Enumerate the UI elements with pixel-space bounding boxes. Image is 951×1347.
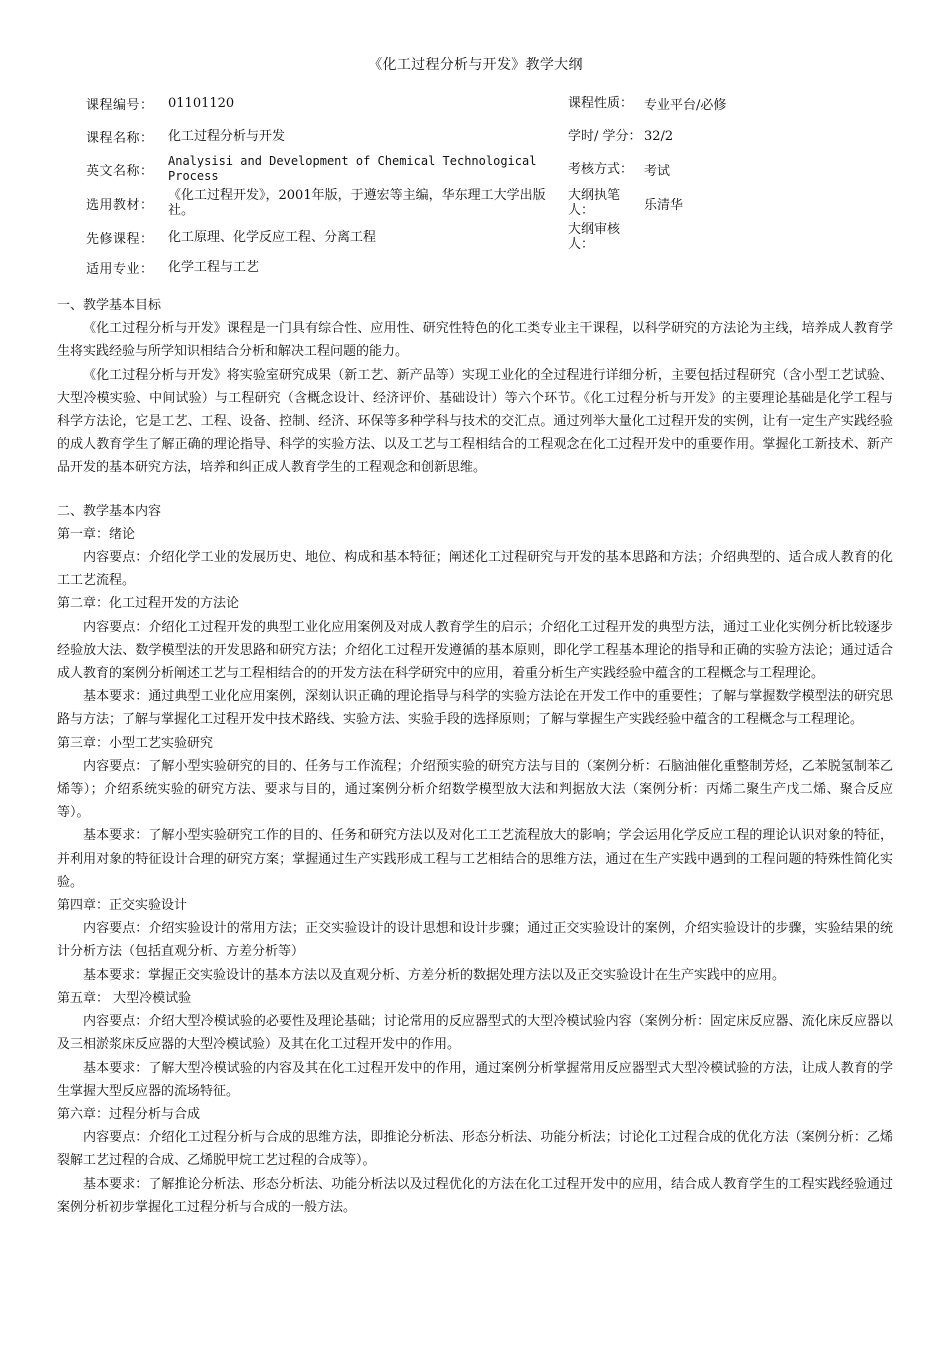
- course-nature-label: 课程性质：: [568, 95, 634, 111]
- info-row: [86, 220, 844, 254]
- major-label: 适用专业：: [86, 261, 154, 277]
- prereq-value: 化工原理、化学反应工程、分离工程: [168, 229, 377, 245]
- textbook-value: 《化工过程开发》，2001年版，于遵宏等主编，华东理工大学出版社。: [168, 188, 546, 218]
- author-value: 乐清华: [644, 197, 684, 213]
- course-nature-value: 专业平台/必修: [644, 97, 727, 113]
- english-name-value: Analysisi and Development of Chemical Technological Process: [168, 154, 537, 183]
- chapter-title: 第五章： 大型冷模试验: [57, 990, 192, 1006]
- info-row: [86, 86, 844, 120]
- chapter-content: 内容要点：介绍化工过程分析与合成的思维方法，即推论分析法、形态分析法、功能分析法；讨论化工过程合成的优化方法（案例分析：乙烯裂解工艺过程的合成、乙烯脱甲烷工艺过程的合成等）。: [57, 1130, 893, 1169]
- chapter-title: 第一章：绪论: [57, 526, 136, 542]
- course-name-value: 化工过程分析与开发: [168, 128, 286, 144]
- chapter-content: 内容要点：介绍化工过程开发的典型工业化应用案例及对成人教育学生的启示；介绍化工过程开发的典型方法，通过工业化实例分析比较逐步经验放大法、数学模型法的开发思路和研究方法；介绍化工过程开发遵循的基本原则，即化学工程基本理论的指导和正确的实验方法论；通过适合成人教育的案例分析阐述工艺与工程相结合的的开发方法在科学研究中的应用，着重分析生产实践经验中蕴含的工程概念与工程理论。: [57, 619, 893, 682]
- info-row: [86, 186, 844, 220]
- info-row: [86, 152, 844, 186]
- exam-value: 考试: [644, 163, 671, 179]
- paragraph: 《化工过程分析与开发》将实验室研究成果（新工艺、新产品等）实现工业化的全过程进行详细分析，主要包括过程研究（含小型工艺试验、大型冷模实验、中间试验）与工程研究（含概念设计、经济评价、基础设计）等六个环节。《化工过程分析与开发》的主要理论基础是化学工程与科学方法论，它是工艺、工程、设备、控制、经济、环保等多种学科与技术的交汇点。通过列举大量化工过程开发的实例，让有一定生产实践经验的成人教育学生了解正确的理论指导、科学的实验方法、以及工艺与工程相结合的工程观念在化工过程开发中的重要作用。掌握化工新技术、新产品开发的基本研究方法，培养和纠正成人教育学生的工程观念和创新思维。: [57, 367, 893, 476]
- textbook-label: 选用教材：: [86, 197, 154, 213]
- hours-label: 学时/ 学分：: [568, 128, 642, 144]
- document-title: 《化工过程分析与开发》教学大纲: [368, 57, 583, 73]
- chapter-title: 第六章：过程分析与合成: [57, 1106, 201, 1122]
- chapter-content: 内容要点：介绍实验设计的常用方法；正交实验设计的设计思想和设计步骤；通过正交实验设计的案例，介绍实验设计的步骤，实验结果的统计分析方法（包括直观分析、方差分析等）: [57, 921, 893, 960]
- info-row: [86, 120, 844, 152]
- chapter-content: 内容要点：介绍大型冷模试验的必要性及理论基础；讨论常用的反应器型式的大型冷模试验内容（案例分析：固定床反应器、流化床反应器以及三相淤浆床反应器的大型冷模试验）及其在化工过程开发中的作用。: [57, 1014, 893, 1053]
- chapter-requirement: 基本要求：了解小型实验研究工作的目的、任务和研究方法以及对化工工艺流程放大的影响；学会运用化学反应工程的理论认识对象的特征，并利用对象的特征设计合理的研究方案；掌握通过生产实践形成工程与工艺相结合的思维方法，通过在生产实践中遇到的工程问题的特殊性简化实验。: [57, 828, 893, 890]
- chapter-content: 内容要点：介绍化学工业的发展历史、地位、构成和基本特征；阐述化工过程研究与开发的基本思路和方法；介绍典型的、适合成人教育的化工工艺流程。: [57, 550, 893, 589]
- section-heading: 二、教学基本内容: [57, 503, 162, 519]
- chapter-content: 内容要点：了解小型实验研究的目的、任务与工作流程；介绍预实验的研究方法与目的（案例分析：石脑油催化重整制芳烃，乙苯脱氢制苯乙烯等）；介绍系统实验的研究方法、要求与目的，通过案例分析介绍数学模型放大法和判据放大法（案例分析：丙烯二聚生产戊二烯、聚合反应等）。: [57, 758, 893, 821]
- chapter-title: 第三章：小型工艺实验研究: [57, 735, 214, 751]
- chapter-requirement: 基本要求：掌握正交实验设计的基本方法以及直观分析、方差分析的数据处理方法以及正交实验设计在生产实践中的应用。: [83, 967, 786, 983]
- author-label: 大纲执笔人：: [568, 188, 621, 218]
- course-name-label: 课程名称：: [86, 130, 154, 146]
- reviewer-value: [644, 220, 844, 254]
- chapter-requirement: 基本要求：通过典型工业化应用案例，深刻认识正确的理论指导与科学的实验方法论在开发工作中的重要性；了解与掌握数学模型法的研究思路与方法；了解与掌握化工过程开发中技术路线、实验方法、实验手段的选择原则；了解与掌握生产实践经验中蕴含的工程概念与工程理论。: [57, 689, 893, 728]
- major-value: 化学工程与工艺: [168, 259, 260, 275]
- exam-label: 考核方式：: [568, 161, 634, 177]
- reviewer-label: 大纲审核人：: [568, 222, 621, 252]
- chapter-title: 第四章：正交实验设计: [57, 898, 188, 914]
- paragraph: 《化工过程分析与开发》课程是一门具有综合性、应用性、研究性特色的化工类专业主干课程，以科学研究的方法论为主线，培养成人教育学生将实践经验与所学知识相结合分析和解决工程问题的能力。: [57, 321, 893, 360]
- prereq-label: 先修课程：: [86, 231, 154, 247]
- info-row: [86, 254, 844, 280]
- chapter-title: 第二章：化工过程开发的方法论: [57, 596, 240, 612]
- section-heading: 一、教学基本目标: [57, 298, 162, 313]
- course-info-table: [86, 86, 844, 280]
- document-body: [57, 294, 893, 1219]
- chapter-requirement: 基本要求：了解推论分析法、形态分析法、功能分析法以及过程优化的方法在化工过程开发中的应用，结合成人教育学生的工程实践经验通过案例分析初步掌握化工过程分析与合成的一般方法。: [57, 1176, 893, 1215]
- course-code-value: 01101120: [168, 95, 235, 111]
- course-code-label: 课程编号：: [86, 97, 154, 113]
- chapter-requirement: 基本要求：了解大型冷模试验的内容及其在化工过程开发中的作用，通过案例分析掌握常用反应器型式大型冷模试验的方法，让成人教育的学生掌握大型反应器的流场特征。: [57, 1060, 893, 1099]
- english-name-label: 英文名称：: [86, 163, 154, 179]
- hours-value: 32/2: [644, 128, 674, 144]
